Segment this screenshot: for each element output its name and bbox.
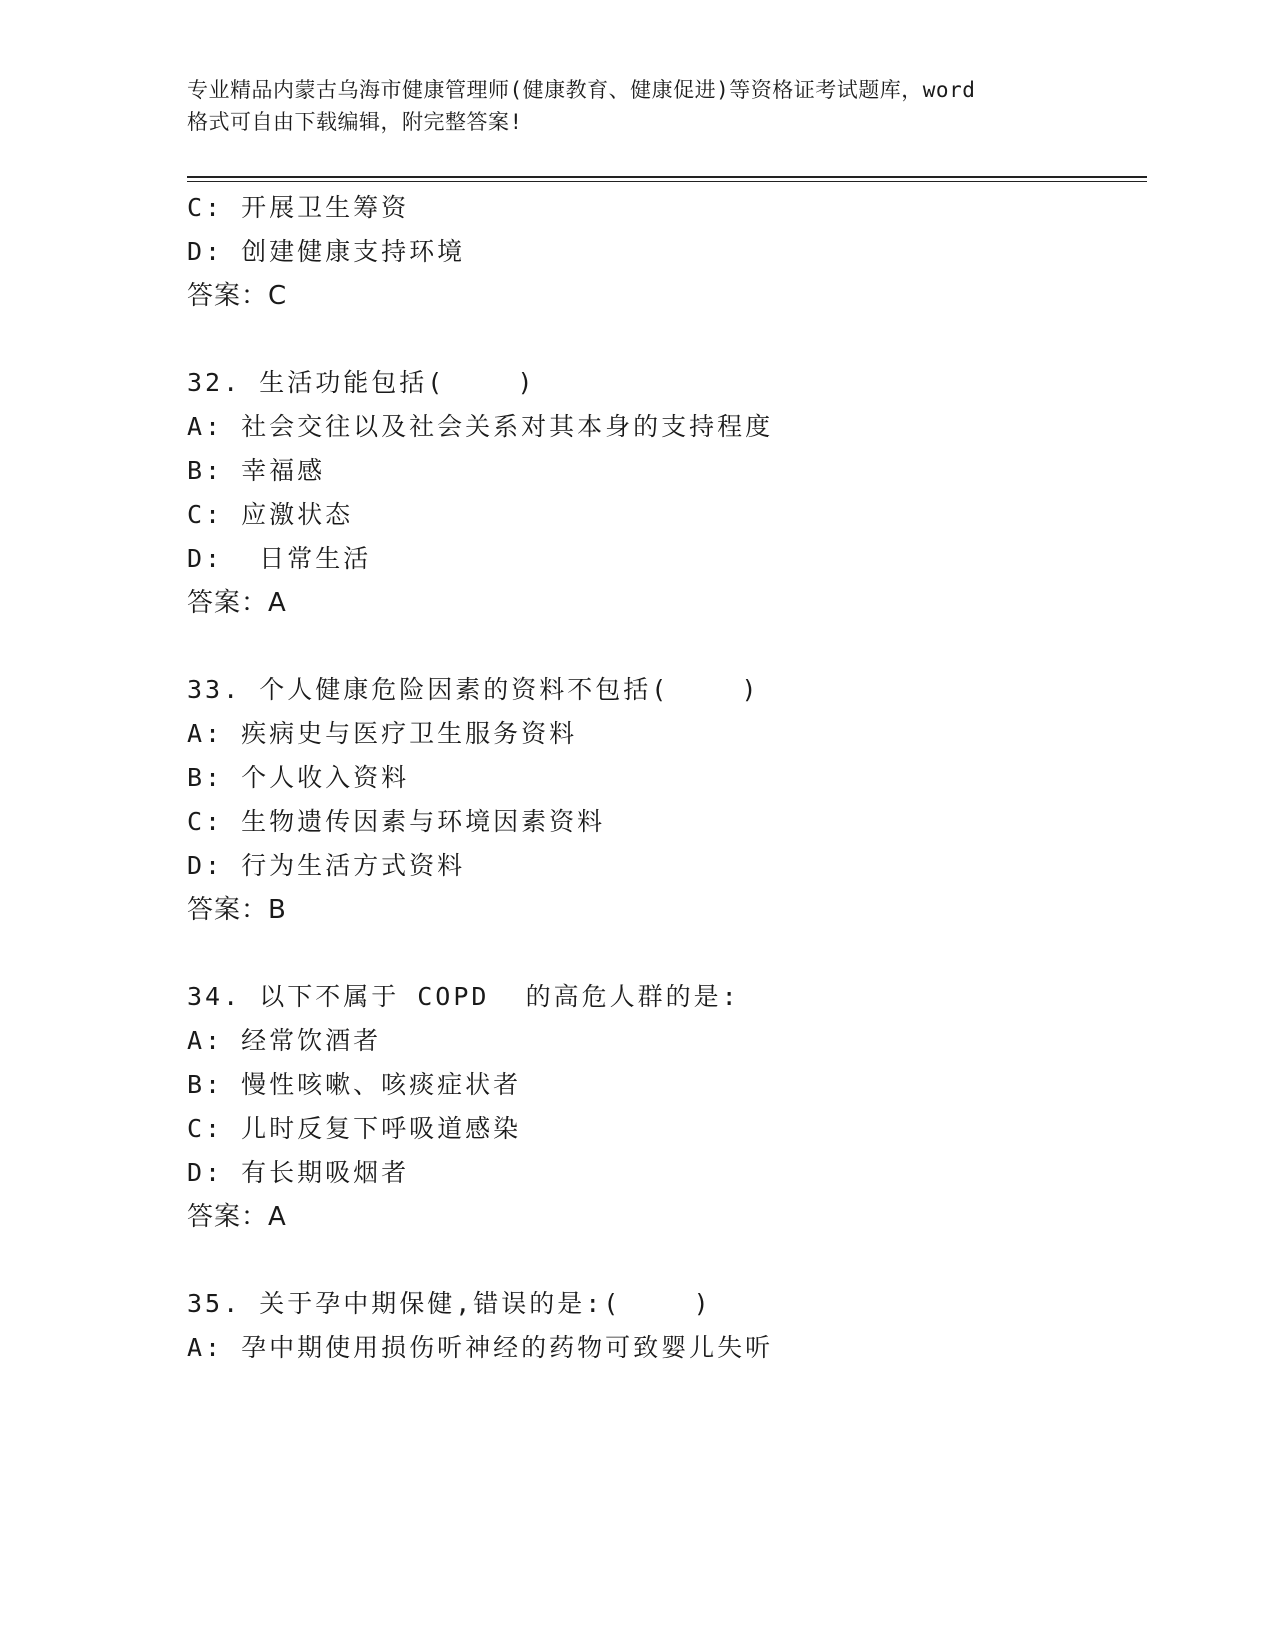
q31-option-c: C: 开展卫生筹资: [187, 193, 410, 222]
q32-answer: 答案：A: [187, 588, 287, 618]
q33-question: 33. 个人健康危险因素的资料不包括( ): [187, 675, 760, 704]
q33-answer: 答案：B: [187, 895, 287, 925]
q34-option-d: D: 有长期吸烟者: [187, 1158, 410, 1187]
q34-option-a: A: 经常饮酒者: [187, 1026, 382, 1055]
q34-option-b: B: 慢性咳嗽、咳痰症状者: [187, 1070, 522, 1099]
q32-option-d: D: 日常生活: [187, 544, 372, 573]
q35-question: 35. 关于孕中期保健,错误的是:( ): [187, 1289, 712, 1318]
q33-option-b: B: 个人收入资料: [187, 763, 410, 792]
header-divider: [187, 176, 1147, 178]
header-line-1: 专业精品内蒙古乌海市健康管理师(健康教育、健康促进)等资格证考试题库，word: [187, 78, 976, 102]
q32-question: 32. 生活功能包括( ): [187, 368, 536, 397]
q31-answer: 答案：C: [187, 281, 288, 311]
q33-option-a: A: 疾病史与医疗卫生服务资料: [187, 719, 578, 748]
header-divider-thin: [187, 181, 1147, 182]
document-header: [187, 74, 1087, 138]
header-line-2: 格式可自由下载编辑，附完整答案!: [187, 110, 523, 134]
q32-option-c: C: 应激状态: [187, 500, 354, 529]
q34-question: 34. 以下不属于 COPD 的高危人群的是:: [187, 982, 740, 1011]
q34-answer: 答案：A: [187, 1202, 287, 1232]
q32-option-b: B: 幸福感: [187, 456, 326, 485]
q34-option-c: C: 儿时反复下呼吸道感染: [187, 1114, 522, 1143]
q33-option-c: C: 生物遗传因素与环境因素资料: [187, 807, 606, 836]
q31-option-d: D: 创建健康支持环境: [187, 237, 466, 266]
q33-option-d: D: 行为生活方式资料: [187, 851, 466, 880]
q32-option-a: A: 社会交往以及社会关系对其本身的支持程度: [187, 412, 774, 441]
q35-option-a: A: 孕中期使用损伤听神经的药物可致婴儿失听: [187, 1333, 774, 1362]
